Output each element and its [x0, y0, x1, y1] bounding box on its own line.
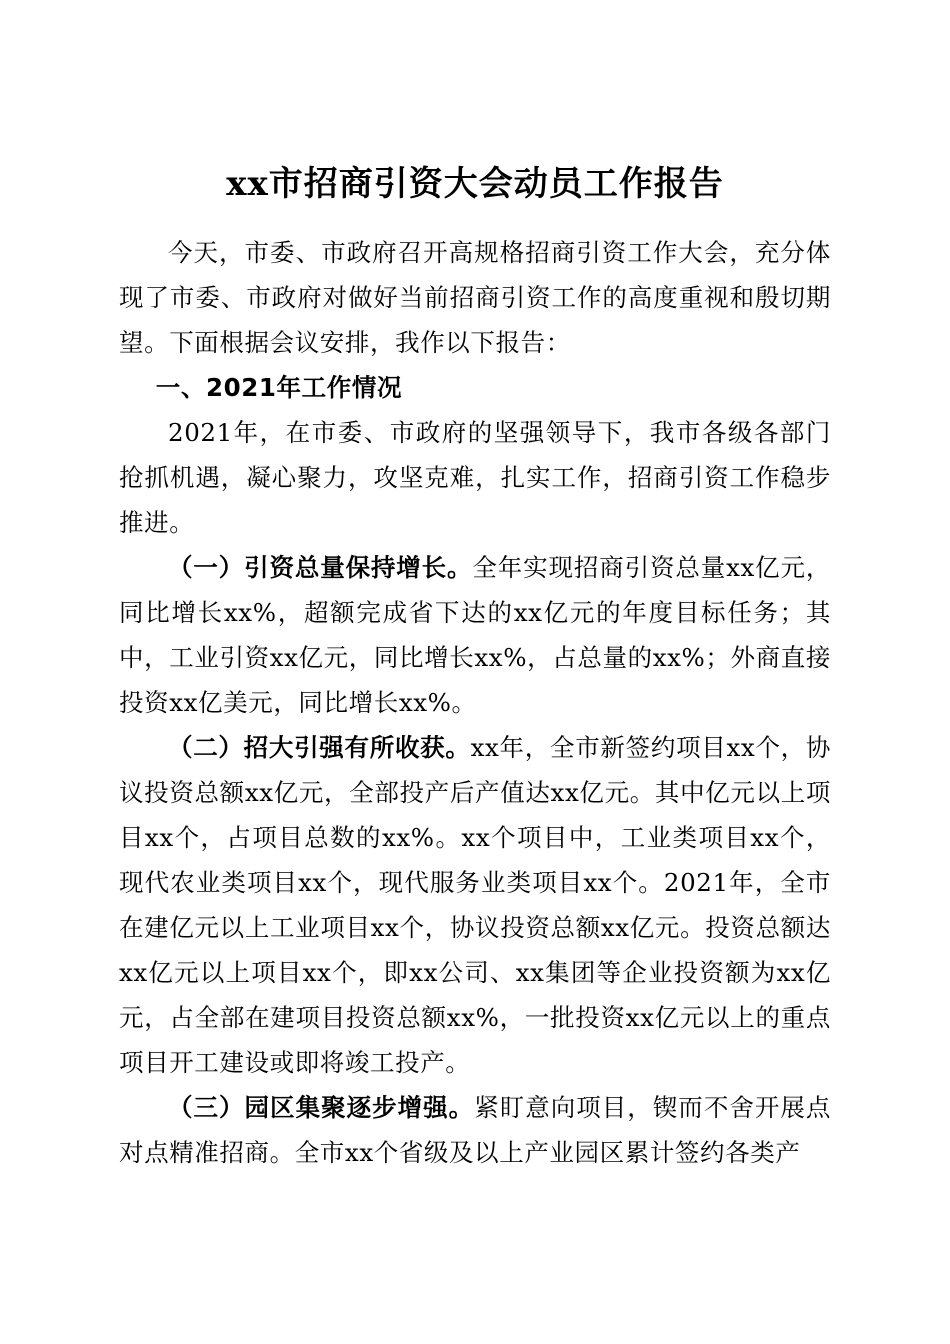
- item-paragraph-2: [119, 725, 831, 1085]
- intro-paragraph: 今天，市委、市政府召开高规格招商引资工作大会，充分体现了市委、市政府对做好当前招商引资工作的高度重视和殷切期望。下面根据会议安排，我作以下报告：: [119, 238, 831, 357]
- item-text-2: xx年，全市新签约项目xx个，协议投资总额xx亿元，全部投产后产值达xx亿元。其中亿元以上项目xx个，占项目总数的xx%。xx个项目中，工业类项目xx个，现代农业类项目xx个，现代服务业类项目xx个。2021年，全市在建亿元以上工业项目xx个，协议投资总额xx亿元。投资总额达xx亿元以上项目xx个，即xx公司、xx集团等企业投资额为xx亿元，占全部在建项目投资总额xx%，一批投资xx亿元以上的重点项目开工建设或即将竣工投产。: [119, 733, 831, 1077]
- item-text-1: 全年实现招商引资总量xx亿元，同比增长xx%，超额完成省下达的xx亿元的年度目标任务；其中，工业引资xx亿元，同比增长xx%，占总量的xx%；外商直接投资xx亿美元，同比增长xx%。: [119, 553, 832, 717]
- item-title-3: （三）园区集聚逐步增强。: [168, 1093, 475, 1122]
- section-heading: 一、2021年工作情况: [155, 373, 403, 402]
- item-title-1: （一）引资总量保持增长。: [168, 553, 473, 582]
- item-paragraph-1: [119, 545, 831, 725]
- section-intro-paragraph: 2021年，在市委、市政府的坚强领导下，我市各级各部门抢抓机遇，凝心聚力，攻坚克难，扎实工作，招商引资工作稳步推进。: [119, 418, 831, 537]
- item-title-2: （二）招大引强有所收获。: [168, 733, 471, 762]
- item-paragraph-3: [119, 1085, 831, 1175]
- document-title: xx市招商引资大会动员工作报告: [226, 163, 724, 204]
- item-text-3: 紧盯意向项目，锲而不舍开展点对点精准招商。全市xx个省级及以上产业园区累计签约各类产: [119, 1093, 831, 1167]
- document-body: [119, 230, 831, 1175]
